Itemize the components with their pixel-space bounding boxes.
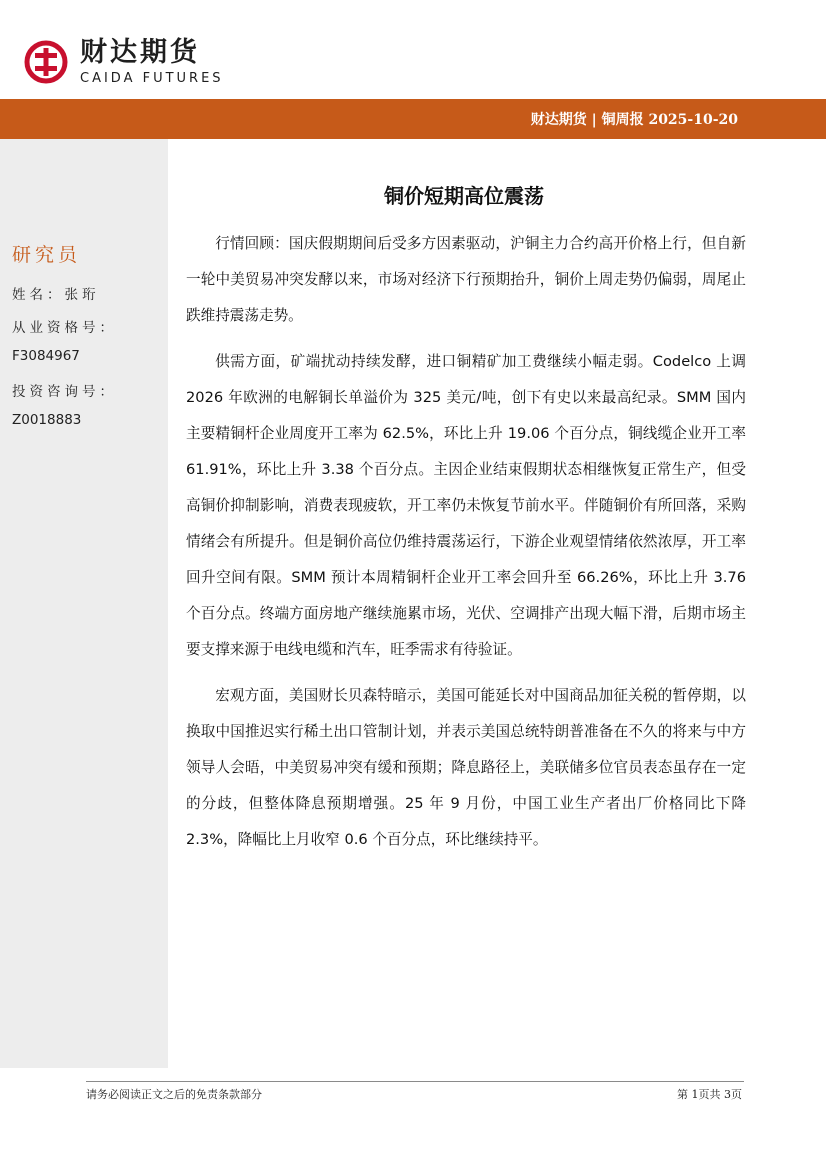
footer-disclaimer: 请务必阅读正文之后的免责条款部分 — [86, 1088, 262, 1101]
analyst-name: 姓名：张珩 — [12, 287, 100, 303]
qualification-number: F3084967 — [12, 348, 80, 364]
paragraph-supply-demand: 供需方面，矿端扰动持续发酵，进口铜精矿加工费继续小幅走弱。Codelco 上调 2026 年欧洲的电解铜长单溢价为 325 美元/吨，创下有史以来最高纪录。SMM 国内主要精铜杆企业周度开工率为 62.5%，环比上升 19.06 个百分点，铜线缆企业开工率 61.91%，环比上升 3.38 个百分点。主因企业结束假期状态相继恢复正常生产，但受高铜价抑制影响，消费表现疲软，开工率仍未恢复节前水平。伴随铜价有所回落，采购情绪会有所提升。但是铜价高位仍维持震荡运行，下游企业观望情绪依然浓厚，开工率回升空间有限。SMM 预计本周精铜杆企业开工率会回升至 66.26%，环比上升 3.76 个百分点。终端方面房地产继续施累市场，光伏、空调排产出现大幅下滑，后期市场主要支撑来源于电线电缆和汽车，旺季需求有待验证。 — [186, 353, 746, 658]
brand-name-en: CAIDA FUTURES — [80, 70, 224, 86]
report-body — [186, 226, 746, 868]
analyst-sidebar — [0, 139, 168, 1068]
company-logo — [24, 32, 224, 92]
footer-divider — [86, 1081, 744, 1082]
qualification-label: 从业资格号： — [12, 320, 117, 336]
brand-name-cn: 财达期货 — [80, 36, 200, 68]
report-title: 铜价短期高位震荡 — [384, 184, 544, 208]
page-number: 第 1页共 3页 — [677, 1088, 742, 1101]
consultation-number: Z0018883 — [12, 412, 82, 428]
consultation-label: 投资咨询号： — [12, 384, 117, 400]
paragraph-market-review: 行情回顾：国庆假期期间后受多方因素驱动，沪铜主力合约高开价格上行，但自新一轮中美贸易冲突发酵以来，市场对经济下行预期抬升，铜价上周走势仍偏弱，周尾止跌维持震荡走势。 — [186, 235, 746, 324]
sidebar-title: 研究员 — [12, 244, 82, 266]
report-series-label: 财达期货 | 铜周报 2025-10-20 — [530, 112, 738, 128]
caida-logo-icon — [24, 40, 68, 84]
paragraph-macro: 宏观方面，美国财长贝森特暗示，美国可能延长对中国商品加征关税的暂停期，以换取中国推迟实行稀土出口管制计划，并表示美国总统特朗普准备在不久的将来与中方领导人会晤，中美贸易冲突有缓和预期；降息路径上，美联储多位官员表态虽存在一定的分歧，但整体降息预期增强。25 年 9 月份，中国工业生产者出厂价格同比下降 2.3%，降幅比上月收窄 0.6 个百分点，环比继续持平。 — [186, 687, 746, 848]
